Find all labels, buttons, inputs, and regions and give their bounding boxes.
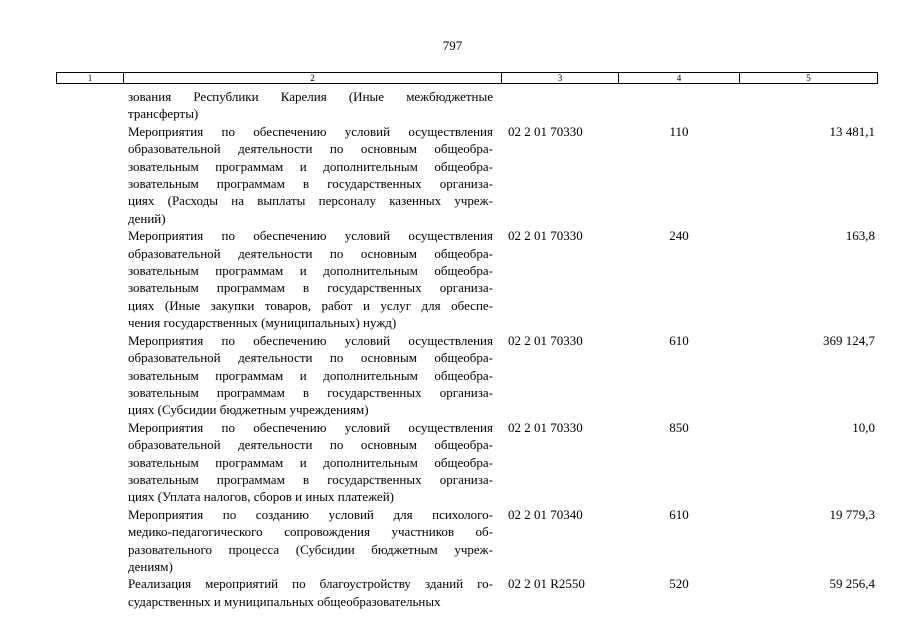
row-description xyxy=(128,419,493,506)
row-amount: 59 256,4 xyxy=(829,576,875,592)
row-amount: 10,0 xyxy=(852,419,875,435)
description-line: циях (Субсидии бюджетным учреждениям) xyxy=(128,402,369,418)
row-expense-type: 520 xyxy=(669,576,689,592)
header-col-3: 3 xyxy=(502,73,619,83)
description-line: зовательным программам в государственных организа- xyxy=(128,280,493,296)
description-line: медико-педагогического сопровождения участников об- xyxy=(128,524,493,540)
description-line: зовательным программам и дополнительным общеобра- xyxy=(128,263,493,279)
description-line: Мероприятия по обеспечению условий осуществления xyxy=(128,228,493,244)
header-col-2: 2 xyxy=(124,73,502,83)
row-code: 02 2 01 70330 xyxy=(508,228,583,244)
header-col-1: 1 xyxy=(57,73,124,83)
description-line: зовательным программам в государственных организа- xyxy=(128,471,493,487)
row-code: 02 2 01 R2550 xyxy=(508,576,585,592)
row-description xyxy=(128,88,493,123)
table-row xyxy=(0,332,905,419)
row-amount: 163,8 xyxy=(845,228,875,244)
row-code: 02 2 01 70340 xyxy=(508,506,583,522)
description-line: чения государственных (муниципальных) нужд) xyxy=(128,315,397,331)
row-code: 02 2 01 70330 xyxy=(508,332,583,348)
row-amount: 19 779,3 xyxy=(829,506,875,522)
row-expense-type: 110 xyxy=(669,123,689,139)
description-line: зовательным программам и дополнительным общеобра- xyxy=(128,454,493,470)
description-line: зовательным программам и дополнительным общеобра- xyxy=(128,367,493,383)
row-code: 02 2 01 70330 xyxy=(508,123,583,139)
description-line: дений) xyxy=(128,210,166,226)
row-description xyxy=(128,506,493,576)
table-row xyxy=(0,419,905,506)
row-expense-type: 850 xyxy=(669,419,689,435)
description-line: разовательного процесса (Субсидии бюджетным учреж- xyxy=(128,541,493,557)
row-description xyxy=(128,332,493,419)
row-expense-type: 610 xyxy=(669,332,689,348)
row-amount: 369 124,7 xyxy=(823,332,875,348)
description-line: зовательным программам и дополнительным общеобра- xyxy=(128,158,493,174)
row-code: 02 2 01 70330 xyxy=(508,419,583,435)
table-row xyxy=(0,575,905,610)
description-line: образовательной деятельности по основным общеобра- xyxy=(128,141,493,157)
description-line: Мероприятия по обеспечению условий осуществления xyxy=(128,123,493,139)
table-row xyxy=(0,506,905,576)
row-description xyxy=(128,575,493,610)
row-description xyxy=(128,227,493,331)
row-expense-type: 610 xyxy=(669,506,689,522)
row-amount: 13 481,1 xyxy=(829,123,875,139)
description-line: дениям) xyxy=(128,558,173,574)
description-line: зовательным программам в государственных организа- xyxy=(128,176,493,192)
table-body xyxy=(0,88,905,610)
page-number: 797 xyxy=(442,38,463,53)
description-line: образовательной деятельности по основным общеобра- xyxy=(128,350,493,366)
header-col-5: 5 xyxy=(806,73,811,83)
description-line: циях (Расходы на выплаты персоналу казенных учреж- xyxy=(128,193,493,209)
description-line: Мероприятия по обеспечению условий осуществления xyxy=(128,419,493,435)
description-line: образовательной деятельности по основным общеобра- xyxy=(128,245,493,261)
table-row xyxy=(0,227,905,331)
header-col-4: 4 xyxy=(619,73,740,83)
description-line: циях (Уплата налогов, сборов и иных платежей) xyxy=(128,489,394,505)
table-header xyxy=(56,72,878,84)
description-line: трансферты) xyxy=(128,106,199,122)
description-line: Реализация мероприятий по благоустройству зданий го- xyxy=(128,576,493,592)
description-line: циях (Иные закупки товаров, работ и услуг для обеспе- xyxy=(128,297,493,313)
table-row xyxy=(0,88,905,123)
description-line: зовательным программам в государственных организа- xyxy=(128,384,493,400)
description-line: сударственных и муниципальных общеобразовательных xyxy=(128,593,441,609)
table-row xyxy=(0,123,905,227)
description-line: образовательной деятельности по основным общеобра- xyxy=(128,437,493,453)
description-line: Мероприятия по обеспечению условий осуществления xyxy=(128,332,493,348)
row-expense-type: 240 xyxy=(669,228,689,244)
description-line: Мероприятия по созданию условий для психолого- xyxy=(128,506,493,522)
description-line: зования Республики Карелия (Иные межбюджетные xyxy=(128,89,493,104)
row-description xyxy=(128,123,493,227)
